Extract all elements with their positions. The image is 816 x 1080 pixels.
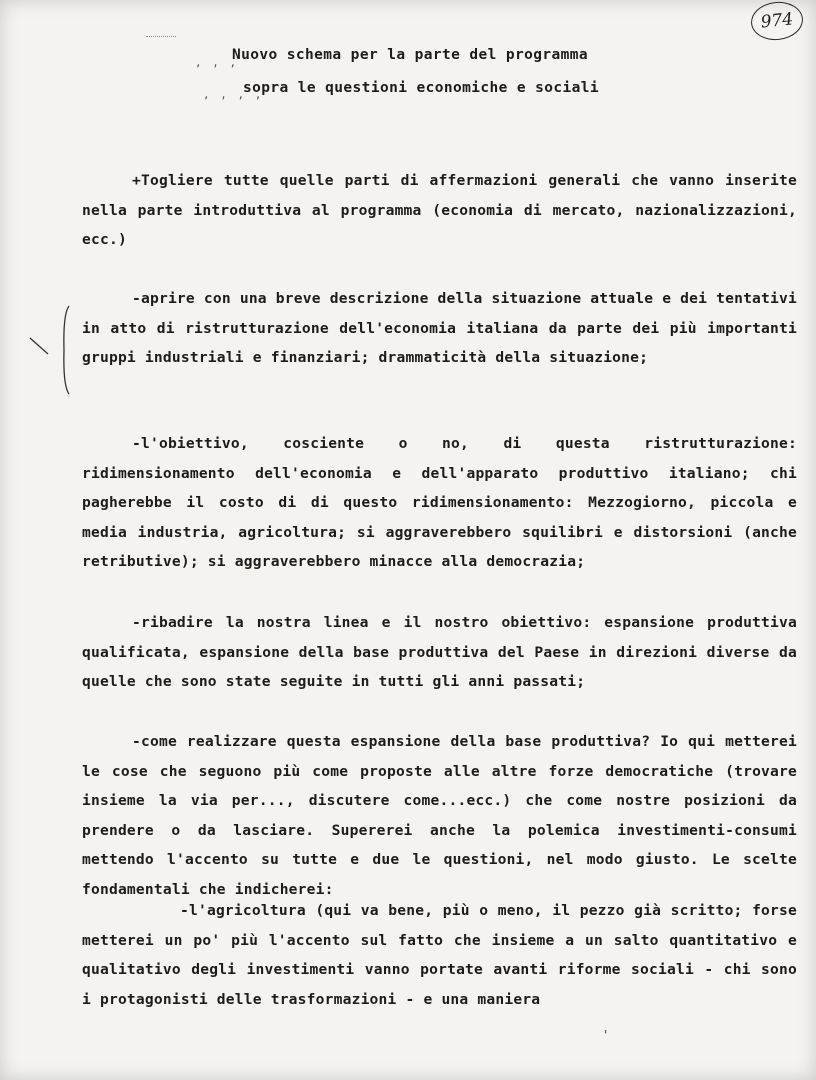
paragraph-1: +Togliere tutte quelle parti di affermazioni generali che vanno inserite nella parte introduttiva al programma (economia di mercato, nazionalizzazioni, ecc.): [82, 172, 797, 248]
margin-slash-annotation: [28, 334, 52, 358]
top-dotted-rule: [146, 36, 176, 37]
paragraph-3: -l'obiettivo, cosciente o no, di questa ristrutturazione: ridimensionamento dell'economia e dell'apparato produttivo italiano; chi pagherebbe il costo di di questo ridimensionamento: Mezzogiorno, piccola e media industria, agricoltura; si aggraverebbero squilibri e distorsioni (anche retributive); si aggraverebbero minacce alla democrazia;: [82, 435, 797, 570]
archive-page-number-stamp: 974: [749, 0, 805, 43]
paragraph-4: -ribadire la nostra linea e il nostro obiettivo: espansione produttiva qualificata, espansione della base produttiva del Paese in direzioni diverse da quelle che sono state seguite in tutti gli anni passati;: [82, 614, 797, 690]
paragraph-5: -come realizzare questa espansione della base produttiva? Io qui metterei le cose che seguono più come proposte alle altre forze democratiche (trovare insieme la via per..., discutere come...ecc.) che come nostre posizioni da prendere o da lasciare. Supererei anche la polemica investimenti-consumi mettendo l'accento su tutte e due le questioni, nel modo giusto. Le scelte fondamentali che indicherei:: [82, 733, 797, 898]
document-title-line-1: Nuovo schema per la parte del programma: [232, 47, 589, 63]
typewriter-tick-marks: , , ,: [195, 56, 239, 69]
paragraph-2: -aprire con una breve descrizione della situazione attuale e dei tentativi in atto di ristrutturazione dell'economia italiana da parte dei più importanti gruppi industriali e finanziari; drammaticità della situazione;: [82, 290, 797, 366]
document-title-line-2: sopra le questioni economiche e sociali: [243, 80, 600, 96]
paragraph-6: -l'agricoltura (qui va bene, più o meno, il pezzo già scritto; forse metterei un po' più l'accento sul fatto che insieme a un salto quantitativo e qualitativo degli investimenti vanno portate avanti riforme sociali - chi sono i protagonisti delle trasformazioni - e una maniera: [82, 902, 797, 1008]
footer-tick-mark: ': [602, 1028, 610, 1042]
typewriter-tick-marks: , , , ,: [203, 88, 264, 101]
margin-bracket-annotation: [61, 304, 71, 396]
